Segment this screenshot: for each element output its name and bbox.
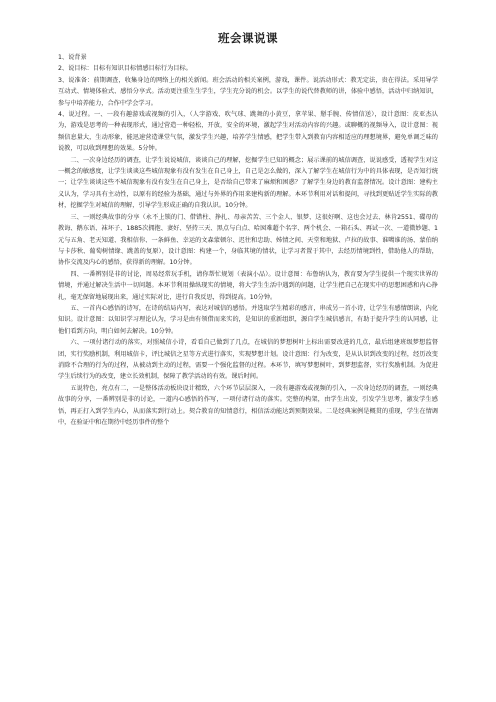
paragraph-process-step-4: 四、一番辨别是非的讨论，周易经常玩手机，请你帮忙规划（表演小品）。设计意图：布鲁纳认为，教育要为学生提供一个现实世界的情境，并通过解决生活中一切问题。本环节利用操纵现实的情境，将大学生生活中遇到的问题，让学生把自己在现实中的思想困惑和内心挣扎，毫无保留地展现出来，通过实际对比，进行自我反思，得到提高。10分钟。 [58,270,438,301]
paragraph-background: 1、说背景 [58,54,87,61]
paragraph-goals: 2、说目标：目标有知识目标情感目标行为目标。 [58,65,192,73]
paragraph-process-step-2: 二、一次身边经历的调查，让学生说说城信，谈谈自己的理解，挖掘学生已知的概念；展示课前的城信调查，说说感受，透视学生对这一概念的敏感度，让学生谈谈这些城信现象有没有发生在自己身上，自己是怎么做的，深入了解学生在城信行为中的具体表现，是否知行统一；让学生谈谈这些不城信现象有没有发生在自己身上，是否给自己带来了麻烦和困惑？了解学生身边的教育监督情况。设计意图：建构主义认为，学习具有主动性，以原有的经验为基础，通过与外界的作用来建构新的理解。本环节利用对话和提问，寻找到更贴近学生实际的教材，挖掘学生对城信的理解，引导学生形成正确的自我认识。10分钟。 [58,156,438,210]
paragraph-features: 五说特色，亮点有二，一是整体活动板块设计精致，六个环节层层深入，一段有趣游戏或视频的引入，一次身边经历的调查，一则经典故事的分享，一番辨别是非的讨论，一道内心感悟的作写，一项付诸行动的落实。完整的构架，由学生出发，引发学生思考，激发学生感悟，再正打入到学生内心，从而落实到行动上。契合教育的知情意行，相信活动能达到预期效果。二是经典案例是概贯的重现，学生在情调中，在验证中和在期待中经历事件的整个 [58,384,438,426]
paragraph-process-step-3: 三、一则经典故事的分享（永不上锁的门、借错柱、挣扎、母亲苦苦、三个金人、银梦、这很好啊、这也会过去、林肯2551、碟母的教诲、鹅东语、袜坏子、1885次拥抱、妻好、坚持三天、黑点与白点、哈囡难超个名字、两个机会、一箱石头、再试一次、一道微妙题、1元与五角、老天知道、我相信你、一条鲜鱼、幸运的文森蒙顿尔、迟往和忠助、姊情之间、天堂和地狱、卢拉的故事、谁噶谁的汤、蒙伯纳与卡莎秋、葡萄树情缘、跳盖的复原），设计意图：构建一个，身临其境的情状，让学习者置于其中，去经历情境到性，借助他人的帮助，协作交流及内心的感悟，获得新的理解。10分钟。 [58,213,438,267]
paragraph-preparation: 3、说准备：前期调查，收集身边的网络上的相关新闻。班会活动的相关案例，游戏，课件。说活动形式：教无定法，贵在得法。采用导学互动式、情境体验式、感悟分享式。活动更注重生生学生，学生充分说的机会。以学生的说代替教师的讲，体验中感悟，活动中归纳知识，参与中培养能力，合作中学会学习。 [58,76,438,107]
paragraph-process-step-1: 4、说过程。一、一段有趣游戏或视频的引入，（人字游戏、吹气球、跳舞的小黄豆，拿苹果、掰手腕、传情信送），设计意图：皮亚杰认为，游戏是思考的一种表现形式，通过营造一种轻松，开放，安全的环境，激起学生对活动内容的兴趣。或聊概的视频导入，设计意图：视频信息量大，生动形象，能迅速营造课堂气氛，激发学生兴趣，培养学生情感，把学生带入到教育内容相适应的理想境界，避免单调乏味的说教，可以收到理想的效果。5分钟。 [58,111,438,153]
document-title: 班会课说课 [218,31,278,45]
paragraph-process-step-5: 五、一首内心感悟的诗写，在诗的结局内写，表达对城信的感悟。并选取学生精彩的感言，串成另一首小诗，让学生有感情朗读，内化知识。设计意图：以知识学习理论认为，学习是由有领借而来实的，是知识的重新组织，源自学生城信感言，有助于提升学生的认同感，让他们看到方向，明白如何去解决。10分钟。 [58,304,438,335]
paragraph-process-step-6: 六、一项付诸行动的落实，对照城信小诗，看看自己做到了几点，在城信的梦想树叶上标出需要改进的几点，最后组建班级梦想监督团，实行奖励机制，利用城信卡，评比城信之星等方式进行落实，实现梦想计划。设计意图：行为改变，是从认识到改变的过程，经历改变消除不合理的行为的过程，从被动到主动的过程，需要一个强化监督的过程。本环节，填写梦想树叶，到梦想监督，实行奖励机制。为促进学生后续行为的改变，建立长效机制，保障了教学活动的有效。课后时间。 [58,339,438,381]
